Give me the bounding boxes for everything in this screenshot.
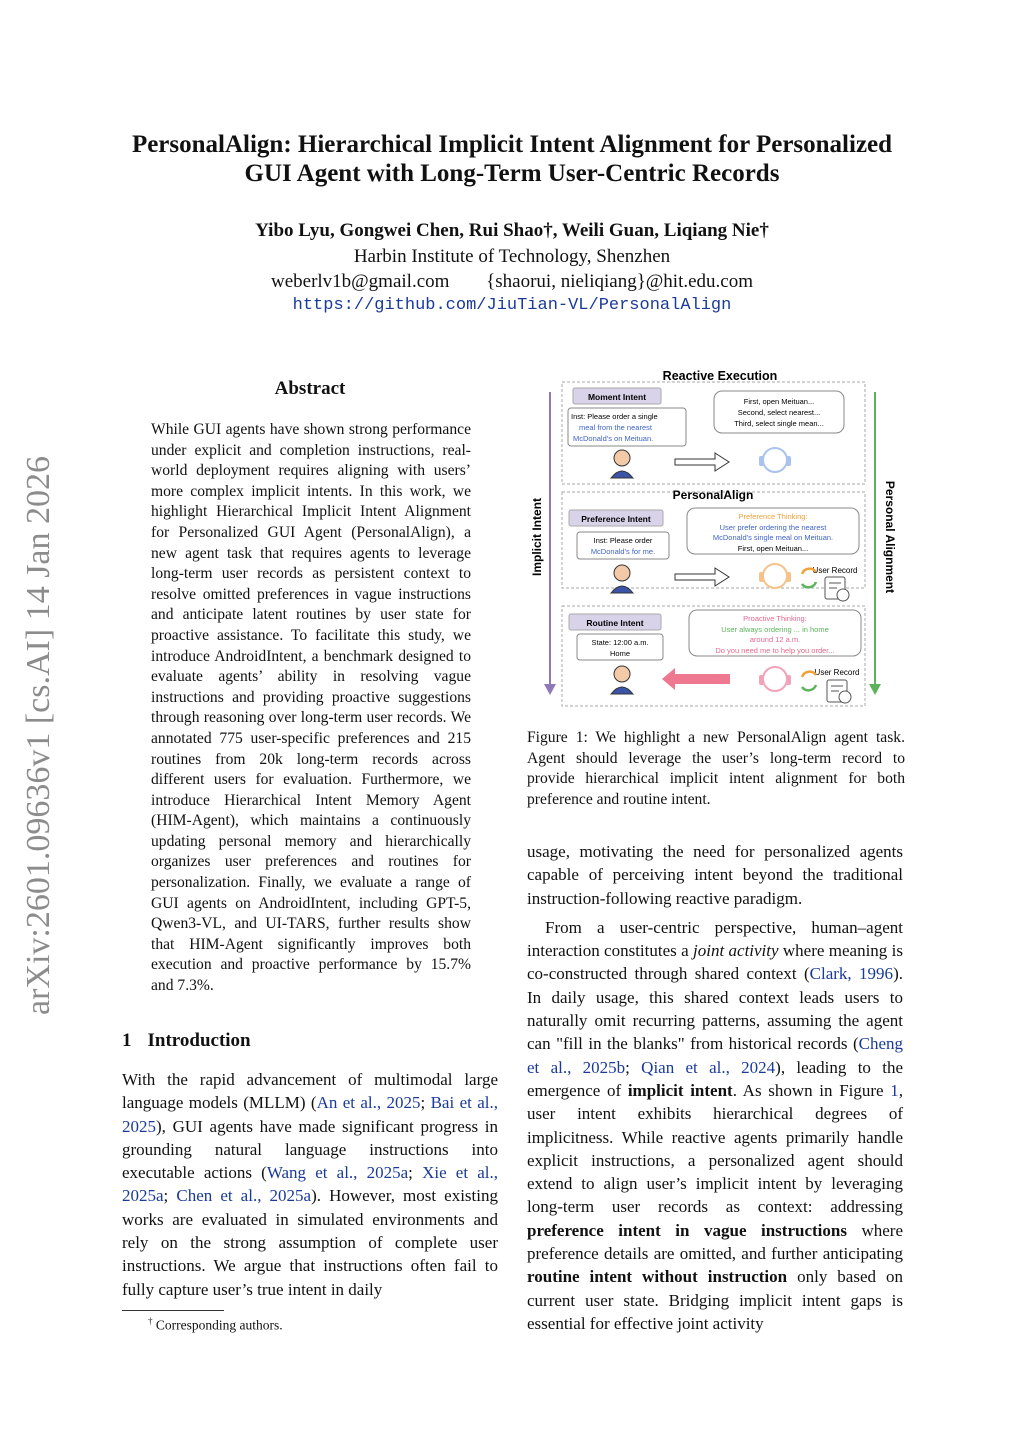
text-run: ; bbox=[408, 1163, 423, 1183]
routine-state-line-1: State: 12:00 a.m. bbox=[591, 638, 649, 647]
bold-term: implicit intent bbox=[627, 1080, 733, 1100]
agent-headset-icon bbox=[759, 667, 791, 691]
figure-1 bbox=[525, 362, 905, 707]
citation-link[interactable]: Bai et al., 2025 bbox=[122, 1093, 498, 1136]
pro-think-line-1: Proactive Thinking: bbox=[743, 614, 807, 623]
section-heading-introduction bbox=[122, 1030, 251, 1052]
label-personal-alignment: Personal Alignment bbox=[883, 480, 897, 594]
figure-1-diagram bbox=[525, 362, 905, 707]
emphasis: joint activity bbox=[693, 941, 779, 961]
pref-inst-line-1: Inst: Please order bbox=[593, 536, 653, 545]
text-run: . As shown in Figure bbox=[732, 1080, 891, 1100]
text-run: ). In daily usage, this shared context leads users to naturally omit recurring patterns, assuming the agent can "fill in the blanks" from historical records ( bbox=[527, 964, 903, 1054]
pref-think-line-1: Preference Thinking: bbox=[738, 512, 808, 521]
moment-plan-line-3: Third, select single mean... bbox=[734, 419, 824, 428]
moment-inst-line-2: meal from the nearest bbox=[579, 423, 652, 432]
implicit-axis-arrowhead bbox=[544, 684, 556, 695]
text-run: ; bbox=[163, 1186, 177, 1206]
text-run: ), leading to the emergence of bbox=[527, 1057, 903, 1100]
footnote-rule bbox=[122, 1310, 224, 1311]
arrow-left-icon bbox=[662, 668, 730, 690]
tag-moment-intent-label: Moment Intent bbox=[587, 392, 647, 402]
citation-link[interactable]: Qian et al., 2024 bbox=[641, 1057, 776, 1077]
pref-think-line-2: User prefer ordering the nearest bbox=[719, 523, 827, 532]
abstract-body: While GUI agents have shown strong performance under explicit and completion instructions, real-world deployment requires aligning with users’ more complex implicit intents. In this work, we highlight Hierarchical Implicit Intent Alignment for Personalized GUI Agent (PersonalAlign), a new agent task that requires agents to leverage long-term user records as persistent context to resolve omitted preferences in vague instructions and anticipate latent routines by user state for proactive assistance. To facilitate this study, we introduce AndroidIntent, a benchmark designed to evaluate agents’ ability in resolving vague instructions and providing proactive suggestions through reasoning over long-term user records. We annotated 775 user-specific preferences and 215 routines from 20k long-term records across different users for evaluation. Furthermore, we introduce Hierarchical Intent Memory Agent (HIM-Agent), which maintains a continuously updating personal memory and hierarchically organizes user preferences and routines for personalization. Finally, we evaluate a range of GUI agents on AndroidIntent, including GPT-5, Qwen3-VL, and UI-TARS, further results show that HIM-Agent significantly improves both execution and proactive performance by 15.7% and 7.3%. bbox=[151, 421, 471, 995]
title-line-2: GUI Agent with Long-Term User-Centric Records bbox=[244, 160, 780, 187]
moment-inst-line-3: McDonald's on Meituan. bbox=[573, 434, 654, 443]
user-icon bbox=[611, 450, 633, 478]
text-run: ; bbox=[625, 1057, 642, 1077]
arrow-right-icon bbox=[675, 453, 729, 471]
record-icon bbox=[825, 577, 849, 601]
moment-plan-line-1: First, open Meituan... bbox=[743, 397, 815, 406]
citation-link[interactable]: Wang et al., 2025a bbox=[266, 1163, 409, 1183]
label-reactive-execution: Reactive Execution bbox=[662, 369, 778, 383]
pro-think-line-3: around 12 a.m. bbox=[749, 635, 801, 644]
citation-link[interactable]: Xie et al., 2025a bbox=[122, 1163, 498, 1206]
right-column bbox=[527, 840, 903, 1335]
title-line-1: PersonalAlign: Hierarchical Implicit Intent Alignment for Personalized bbox=[131, 131, 893, 158]
pro-think-line-4: Do you need me to help you order... bbox=[715, 646, 835, 655]
pref-think-line-4: First, open Meituan... bbox=[737, 544, 809, 553]
citation-link[interactable]: Clark, 1996 bbox=[809, 964, 894, 984]
sync-icon bbox=[802, 672, 816, 691]
text-run: where preference details are omitted, and further anticipating bbox=[527, 1220, 904, 1264]
figure-ref-link[interactable]: 1 bbox=[890, 1080, 899, 1100]
footnote-mark: † bbox=[148, 1316, 153, 1326]
text-run: ), GUI agents have made significant progress in grounding natural language instructions into executable actions ( bbox=[122, 1116, 498, 1183]
tag-preference-intent-label: Preference Intent bbox=[581, 514, 651, 524]
user-record-label-2: User Record bbox=[814, 668, 860, 677]
text-run: From a user-centric perspective, human–agent interaction constitutes a bbox=[527, 917, 903, 961]
text-run: ; bbox=[420, 1093, 431, 1113]
text-run: only based on current user state. Bridging implicit intent gaps is essential for effective joint activity bbox=[527, 1267, 903, 1333]
alignment-axis-arrowhead bbox=[869, 684, 881, 695]
label-personal-align: PersonalAlign bbox=[672, 488, 754, 502]
moment-inst-line-1: Inst: Please order a single bbox=[571, 412, 658, 421]
pref-inst-line-2: McDonald's for me. bbox=[590, 547, 656, 556]
footnote-text: Corresponding authors. bbox=[155, 1317, 283, 1333]
label-implicit-intent: Implicit Intent bbox=[530, 498, 544, 576]
text-run: , user intent exhibits hierarchical degrees of implicitness. While reactive agents primarily handle explicit instructions, a personalized agent should extend to align user’s implicit intent by leveraging long-term user records as context: addressing bbox=[527, 1080, 903, 1217]
user-record-label-1: User Record bbox=[812, 566, 858, 575]
agent-headset-icon bbox=[759, 448, 791, 472]
figure-caption: Figure 1: We highlight a new PersonalAlign agent task. Agent should leverage the user’s long-term record to provide hierarchical implicit intent alignment for both preference and routine intent. bbox=[527, 729, 905, 808]
record-icon bbox=[827, 680, 851, 703]
citation-link[interactable]: Chen et al., 2025a bbox=[176, 1186, 312, 1206]
section-number: 1 bbox=[122, 1030, 132, 1051]
bold-term: routine intent without instruction bbox=[527, 1267, 788, 1287]
intro-paragraph-1-cont: usage, motivating the need for personalized agents capable of perceiving intent beyond the traditional instruction-following reactive paradigm. bbox=[527, 842, 903, 908]
pro-think-line-2: User always ordering ... in home bbox=[721, 625, 829, 634]
moment-plan-line-2: Second, select nearest... bbox=[737, 408, 821, 417]
intro-paragraph-1 bbox=[122, 1068, 498, 1301]
abstract-heading: Abstract bbox=[274, 378, 346, 399]
text-run: ). However, most existing works are evaluated in simulated environments and rely on the strong assumption of complete user instructions. We argue that instructions often fail to fully capture user’s true intent in daily bbox=[122, 1186, 498, 1299]
citation-link[interactable]: Cheng et al., 2025b bbox=[527, 1034, 903, 1077]
pref-think-line-3: McDonald's single meal on Meituan. bbox=[712, 533, 834, 542]
routine-state-line-2: Home bbox=[609, 649, 631, 658]
author-list: Yibo Lyu, Gongwei Chen, Rui Shao†, Weili Guan, Liqiang Nie† bbox=[255, 220, 769, 241]
bold-term: preference intent in vague instructions bbox=[527, 1220, 847, 1240]
user-icon bbox=[611, 666, 633, 694]
section-title: Introduction bbox=[147, 1030, 251, 1051]
arrow-right-icon bbox=[675, 568, 729, 586]
email-line bbox=[0, 271, 1024, 293]
repo-link[interactable]: https://github.com/JiuTian-VL/PersonalAlign bbox=[292, 296, 732, 315]
citation-link[interactable]: An et al., 2025 bbox=[316, 1093, 421, 1113]
email-1[interactable]: weberlv1b@gmail.com bbox=[270, 271, 450, 292]
tag-routine-intent-label: Routine Intent bbox=[586, 618, 644, 628]
sync-icon bbox=[802, 569, 816, 588]
email-2[interactable]: {shaorui, nieliqiang}@hit.edu.com bbox=[486, 271, 754, 292]
footnote bbox=[148, 1316, 283, 1334]
arxiv-stamp: arXiv:2601.09636v1 [cs.AI] 14 Jan 2026 bbox=[20, 455, 57, 1015]
affiliation: Harbin Institute of Technology, Shenzhen bbox=[353, 246, 671, 267]
text-run: With the rapid advancement of multimodal large language models (MLLM) ( bbox=[122, 1070, 498, 1113]
user-icon bbox=[611, 565, 633, 593]
paper-title bbox=[0, 130, 1024, 188]
text-run: where meaning is co-constructed through shared context ( bbox=[527, 941, 903, 984]
agent-headset-icon bbox=[759, 564, 791, 588]
intro-paragraph-2 bbox=[527, 916, 903, 1335]
